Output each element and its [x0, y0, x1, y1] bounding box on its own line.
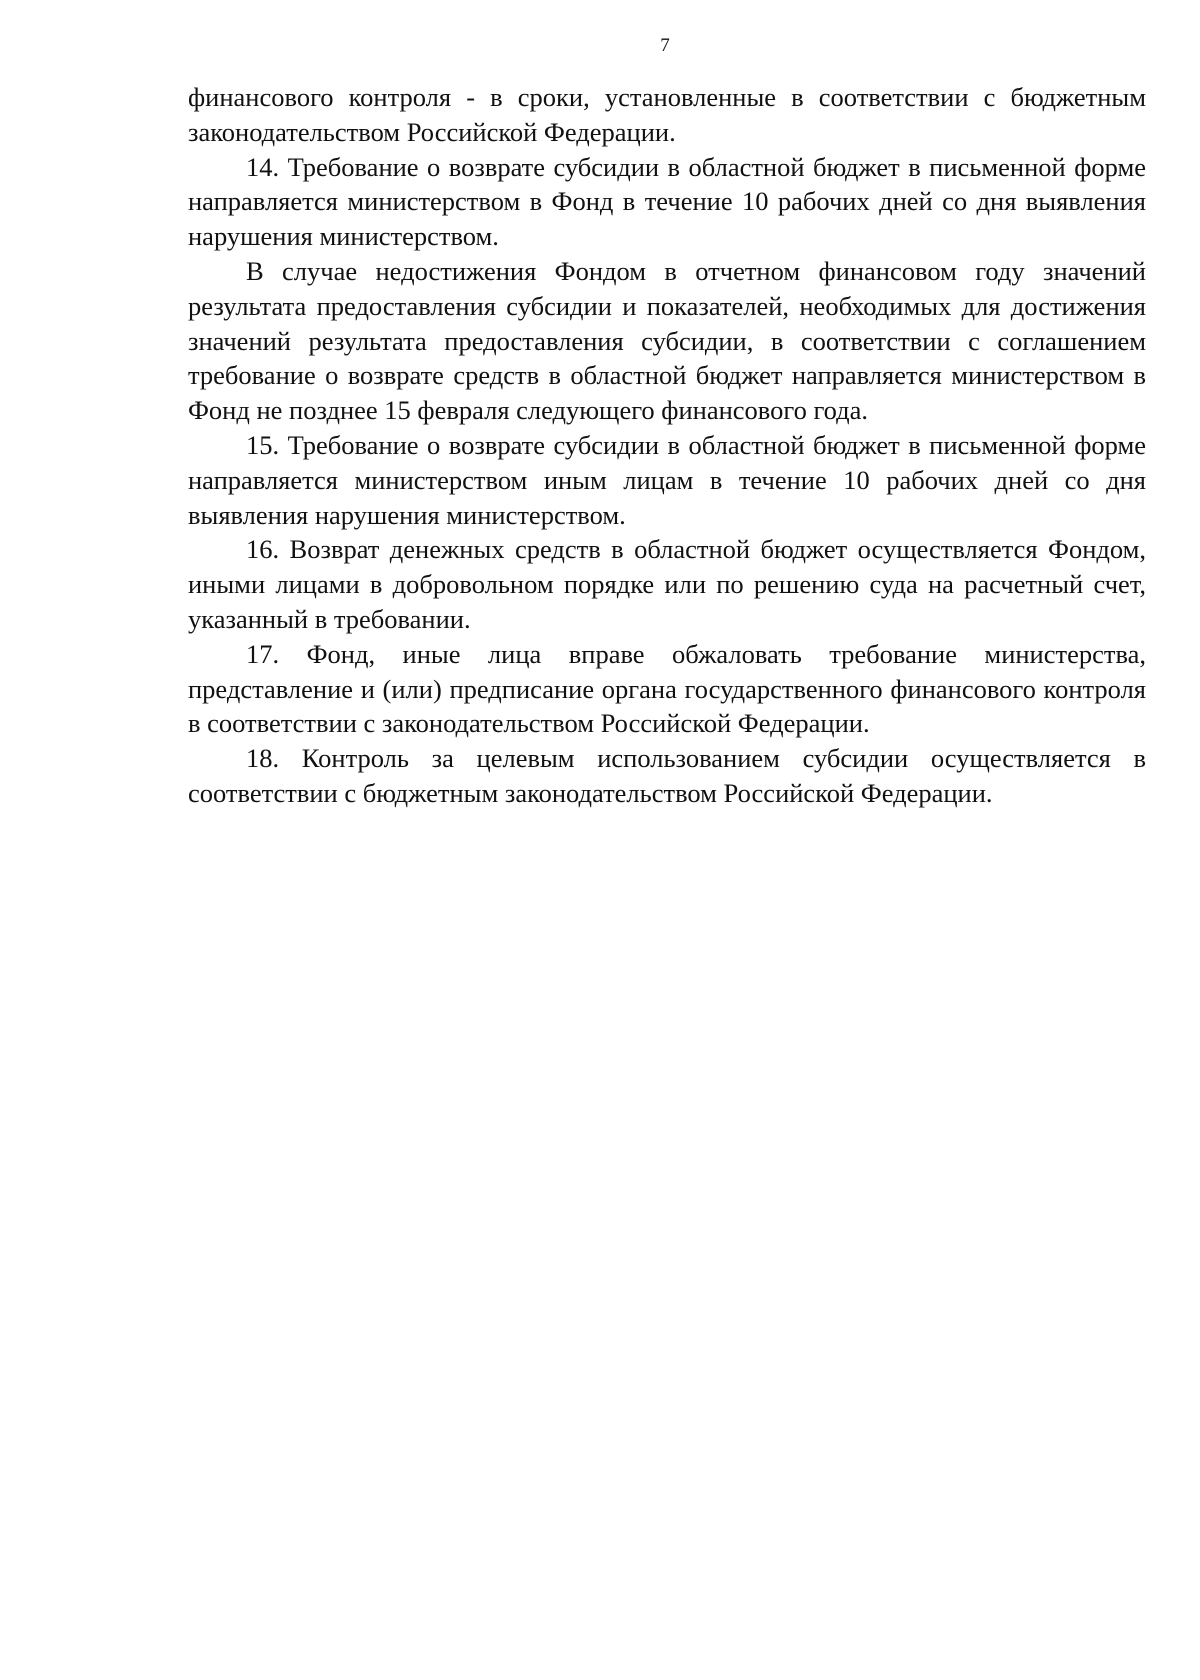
paragraph-16: 16. Возврат денежных средств в областной бюджет осуществляется Фондом, иными лицами в добровольном порядке или по решению суда на расчетный счет, указанный в требовании. — [188, 534, 1146, 634]
document-body — [188, 80, 1146, 811]
paragraph-14-underachievement: В случае недостижения Фондом в отчетном финансовом году значений результата предоставления субсидии и показателей, необходимых для достижения значений результата предоставления субсидии, в соответствии с соглашением требование о возврате средств в областной бюджет направляется министерством в Фонд не позднее 15 февраля следующего финансового года. — [188, 255, 1146, 426]
page-number: 7 — [660, 35, 670, 56]
paragraph-14: 14. Требование о возврате субсидии в областной бюджет в письменной форме направляется министерством в Фонд в течение 10 рабочих дней со дня выявления нарушения министерством. — [188, 151, 1146, 252]
paragraph-continuation: финансового контроля - в сроки, установленные в соответствии с бюджетным законодательством Российской Федерации. — [188, 82, 1146, 147]
paragraph-17: 17. Фонд, иные лица вправе обжаловать требование министерства, представление и (или) предписание органа государственного финансового контроля в соответствии с законодательством Российской Федерации. — [188, 638, 1146, 739]
paragraph-15: 15. Требование о возврате субсидии в областной бюджет в письменной форме направляется министерством иным лицам в течение 10 рабочих дней со дня выявления нарушения министерством. — [188, 429, 1146, 530]
paragraph-18: 18. Контроль за целевым использованием субсидии осуществляется в соответствии с бюджетным законодательством Российской Федерации. — [188, 743, 1146, 808]
